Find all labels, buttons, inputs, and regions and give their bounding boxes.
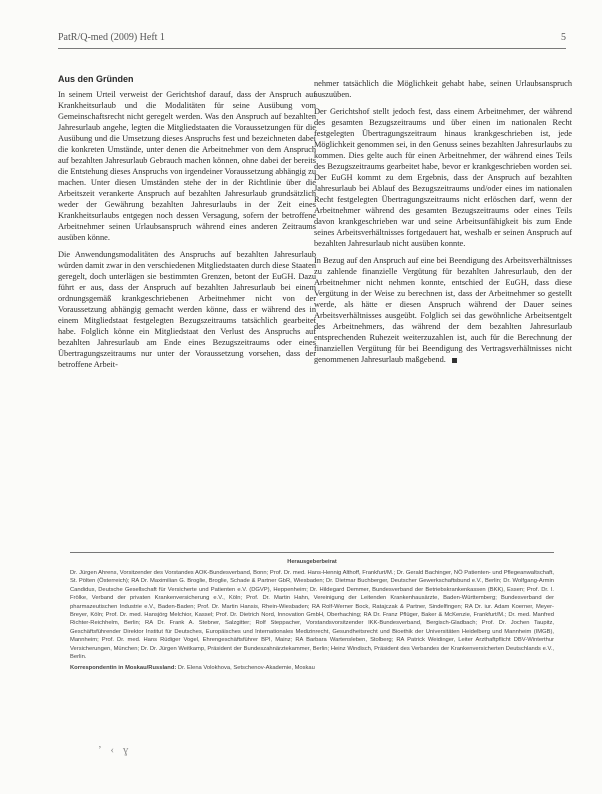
scan-marks: ʼ ‹ ɣ	[98, 744, 132, 756]
correspondent-label: Korrespondentin in Moskau/Russland:	[70, 665, 177, 672]
correspondent-text: Dr. Elena Volokhova, Setschenov-Akademie, Moskau	[177, 665, 315, 672]
paragraph-text: In Bezug auf den Anspruch auf eine bei Beendigung des Arbeitsverhältnisses zu zahlende finanzielle Vergütung für bezahlten Jahresurlaub, den der Arbeitnehmer nicht nehmen konnte, entschied der EuGH, dass diese Vergütung in der Weise zu berechnen ist, dass der Arbeitnehmer so gestellt werde, als hätte er diesen Anspruch während der Dauer seines Arbeitsverhältnisses ausgeübt. Folglich sei das gewöhnliche Arbeitsentgelt des Arbeitnehmers, das während der dem bezahlten Jahresurlaub entsprechenden Ruhezeit weiterzuzahlen ist, auch für die Berechnung der finanziellen Vergütung für bei Beendigung des Vertragsverhältnisses nicht genommenen Jahresurlaub maßgebend.	[314, 256, 572, 364]
paragraph: nehmer tatsächlich die Möglichkeit gehabt habe, seinen Urlaubsanspruch auszuüben.	[314, 79, 572, 99]
advisory-board-box	[70, 552, 554, 673]
paragraph: In seinem Urteil verweist der Gerichtshof darauf, dass der Anspruch auf Krankheitsurlaub und die Modalitäten für seine Ausübung vom Gemeinschaftsrecht nicht geregelt werden. Was den Anspruch auf bezahlten Jahresurlaub angehe, legten die Mitgliedstaaten die Voraussetzungen für die Ausübung und die Umsetzung dieses Anspruchs fest und bezeichneten dabei die konkreten Umstände, unter denen die Arbeitnehmer von dem Anspruch auf bezahlten Jahresurlaub Gebrauch machen können, ohne dabei der bereits die Entstehung dieses Anspruchs von irgendeiner Voraussetzung abhängig zu machen. Unter diesen Umständen stehe der in der Richtlinie über die Arbeitszeit verankerte Anspruch auf bezahlten Jahresurlaub grundsätzlich weder der Gewährung bezahlten Jahresurlaubs in der Zeit eines Krankheitsurlaubs entgegen noch dessen Versagung, sofern der betroffene Arbeitnehmer seinen Urlaubsanspruch während eines anderen Zeitraums ausüben könne.	[58, 90, 316, 242]
right-column	[314, 78, 572, 371]
correspondent-line	[70, 664, 554, 672]
journal-citation: PatR/Q-med (2009) Heft 1	[58, 32, 165, 43]
paragraph	[314, 255, 572, 365]
advisory-board-text: Dr. Jürgen Ahrens, Vorsitzender des Vorstandes AOK-Bundesverband, Bonn; Prof. Dr. med. Hans-Hennig Althoff, Frankfurt/M.; Dr. Gerald Bachinger, NÖ Patienten- und Pflegeanwaltschaft, St. Pölten (Österreich); RA Dr. Maximilian G. Broglie, Broglie, Schade & Partner GbR, Wiesbaden; Dr. Dietmar Buchberger, Deutscher Gewerkschaftsbund e.V., Berlin; Dr. Wolfgang-Armin Candidus, Deutsche Gesellschaft für Versicherte und Patienten e.V. (DGVP), Heppenheim; Dr. Hildegard Demmer, Bundesverband der Betriebskrankenkassen (BKK), Essen; Prof. Dr. I. Frölke, Verband der privaten Krankenversicherung e.V., Köln; Prof. Dr. Martin Hahn, Vereinigung der Leitenden Krankenhausärzte, Baden-Württemberg; Bundesverband der pharmazeutischen Industrie e.V., Baden-Baden; Prof. Dr. Martin Hansis, Rhein-Wiesbaden; RA Rolf-Werner Bock, Ratajczak & Partner, Sindelfingen; RA Dr. iur. Adam Koerner, Meyer-Breyer, Köln; Prof. Dr. med. Hansjörg Melchior, Kassel; Prof. Dr. Dietrich Nord, Innovation GmbH, Oberhaching; RA Dr. Franz Pflüger, Baker & McKenzie, Frankfurt/M.; Dr. med. Manfred Richter-Reichhelm, Berlin; RA Dr. Frank A. Stebner, Salzgitter; Rolf Steppacher, Vorstandsvorsitzender IKK-Bundesverband, Bergisch-Gladbach; Prof. Dr. Jochen Taupitz, Geschäftsführender Direktor Institut für Deutsches, Europäisches und Internationales Medizinrecht, Gesundheitsrecht und Bioethik der Universitäten Heidelberg und Mannheim (IMGB), Mannheim; Prof. Dr. med. Hans Rüdiger Vogel, Ehrengeschäftsführer BPI, Mainz; RA Barbara Wartensleben, Stolberg; RA Patrick Weidinger, Leiter Arzthaftpflicht DBV-Winterthur Versicherungen, München; Dr. Dr. Jürgen Weitkamp, Präsident der Bundeszahnärztekammer, Berlin; Heinz Windisch, Präsident des Verbandes der Krankenversicherten Deutschlands e.V., Berlin.	[70, 570, 554, 661]
page-number: 5	[561, 32, 566, 43]
section-heading: Aus den Gründen	[58, 74, 134, 84]
end-of-article-mark	[452, 358, 457, 363]
left-column	[58, 74, 316, 376]
advisory-board-title: Herausgeberbeirat	[287, 559, 337, 565]
paragraph: Der Gerichtshof stellt jedoch fest, dass einem Arbeitnehmer, der während des gesamten Bezugszeitraums und über einen im nationalen Recht festgelegten Übertragungszeitraum hinaus krankgeschrieben ist, jede Möglichkeit genommen sei, in den Genuss seines bezahlten Jahresurlaubs zu kommen. Dies gelte auch für einen Arbeitnehmer, der während eines Teils des Bezugszeitraums gearbeitet habe, bevor er krankgeschrieben worden sei. Der EuGH kommt zu dem Ergebnis, dass der Anspruch auf bezahlten Jahresurlaub bei Ablauf des Bezugszeitraums und/oder eines im nationalen Recht festgelegten Übertragungszeitraums nicht erlöschen darf, wenn der Arbeitnehmer während des gesamten Bezugszeitraums oder eines Teils davon krankgeschrieben war und seine Arbeitsunfähigkeit bis zum Ende seines Arbeitsverhältnisses fortgedauert hat, weshalb er seinen Anspruch auf bezahlten Jahresurlaub nicht ausüben konnte.	[314, 107, 572, 248]
running-header	[58, 32, 566, 46]
header-rule	[58, 48, 566, 49]
paragraph: Die Anwendungsmodalitäten des Anspruchs auf bezahlten Jahresurlaub würden damit zwar in den verschiedenen Mitgliedstaaten durch diese Staaten geregelt, doch unterlägen sie bestimmten Grenzen, betont der EuGH. Dazu führt er aus, dass der Anspruch auf bezahlten Jahresurlaub bei einem ordnungsgemäß krankgeschriebenen Arbeitnehmer nicht von der Voraussetzung abhängig gemacht werden könne, dass er während des in einem Mitgliedstaat festgelegten Bezugszeitraums tatsächlich gearbeitet habe. Folglich könne ein Mitgliedstaat den Verlust des Anspruchs auf bezahlten Jahresurlaub am Ende eines Bezugszeitraums oder eines Übertragungszeitraums nur unter der Voraussetzung vorsehen, dass der betroffene Arbeit-	[58, 250, 316, 369]
